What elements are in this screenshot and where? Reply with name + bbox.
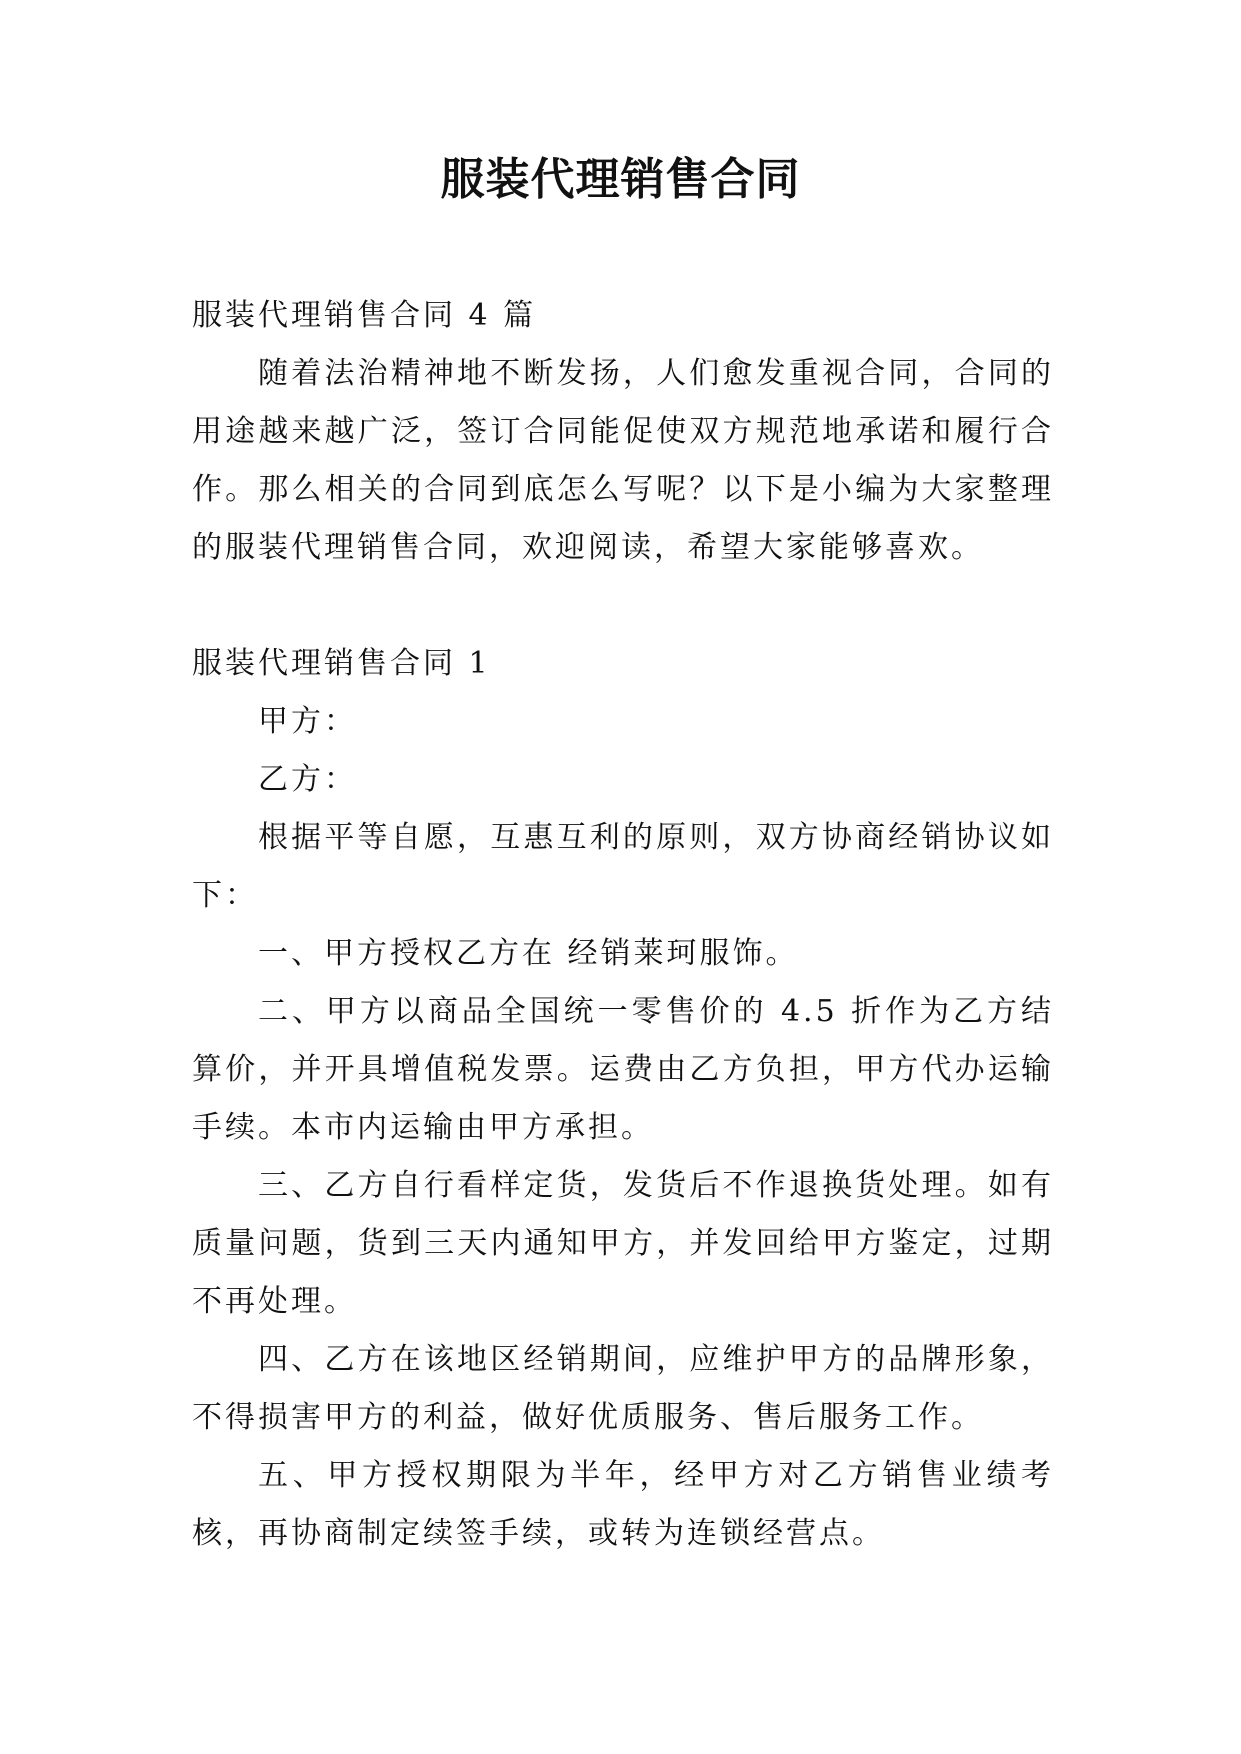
- clause-1: 一、甲方授权乙方在 经销莱珂服饰。: [258, 936, 799, 971]
- clause-5: 五、甲方授权期限为半年，经甲方对乙方销售业绩考核，再协商制定续签手续，或转为连锁经营点。: [192, 1458, 1054, 1551]
- document-title: 服装代理销售合同: [440, 154, 801, 205]
- preamble-paragraph: 根据平等自愿，互惠互利的原则，双方协商经销协议如下：: [192, 820, 1054, 913]
- clause-4: 四、乙方在该地区经销期间，应维护甲方的品牌形象，不得损害甲方的利益，做好优质服务、售后服务工作。: [192, 1342, 1054, 1435]
- document-body: [192, 287, 1054, 1563]
- party-b-line: 乙方：: [258, 762, 357, 797]
- clause-3: 三、乙方自行看样定货，发货后不作退换货处理。如有质量问题，货到三天内通知甲方，并发回给甲方鉴定，过期不再处理。: [192, 1168, 1054, 1319]
- document-subtitle: 服装代理销售合同 4 篇: [192, 298, 537, 333]
- intro-paragraph: 随着法治精神地不断发扬，人们愈发重视合同，合同的用途越来越广泛，签订合同能促使双方规范地承诺和履行合作。那么相关的合同到底怎么写呢？以下是小编为大家整理的服装代理销售合同，欢迎阅读，希望大家能够喜欢。: [192, 356, 1054, 565]
- clause-2: 二、甲方以商品全国统一零售价的 4.5 折作为乙方结算价，并开具增值税发票。运费由乙方负担，甲方代办运输手续。本市内运输由甲方承担。: [192, 994, 1054, 1145]
- section-heading: 服装代理销售合同 1: [192, 646, 491, 681]
- party-a-line: 甲方：: [258, 704, 357, 739]
